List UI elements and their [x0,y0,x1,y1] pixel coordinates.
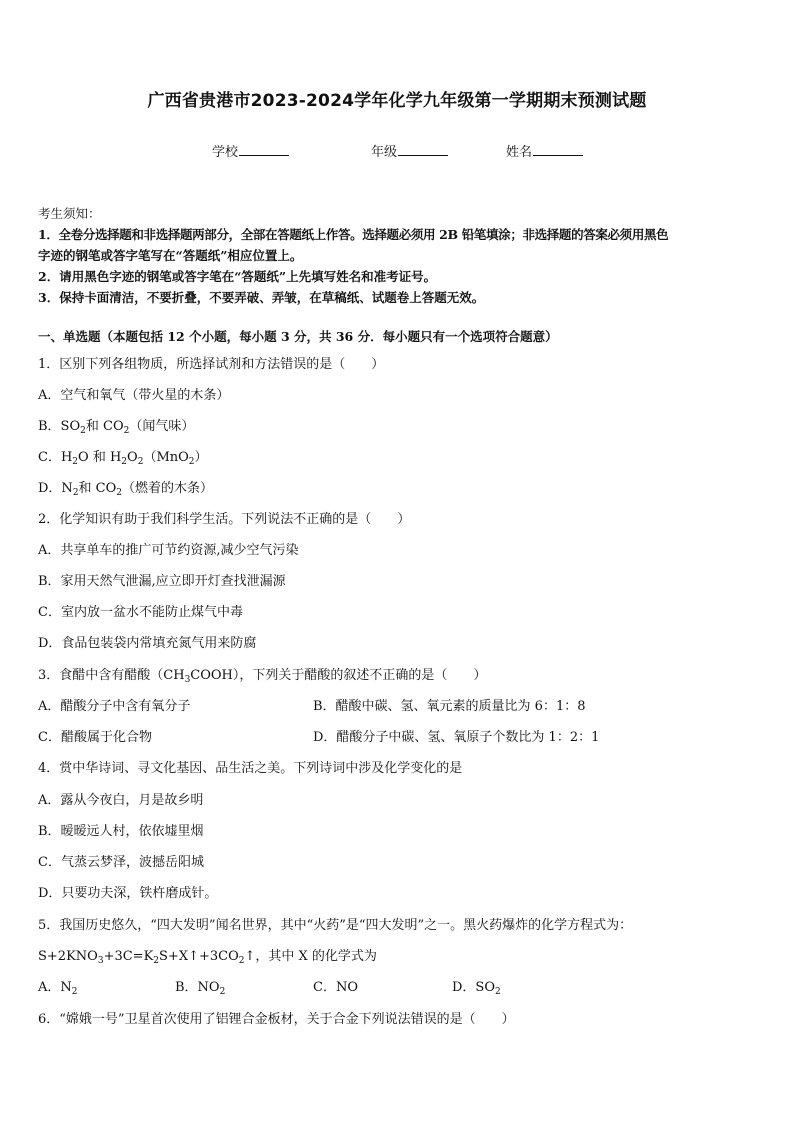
q1-stem: 1．区别下列各组物质，所选择试剂和方法错误的是（ ） [38,357,385,372]
q3-option-d: D．醋酸分子中碳、氢、氧原子个数比为 1：2：1 [313,730,600,745]
school-label: 学校 [212,145,239,160]
q3-option-c: C．醋酸属于化合物 [38,730,152,745]
q5-option-b: B．$NO_2$ [175,980,226,997]
q6-stem: 6．“嫦娥一号”卫星首次使用了铝锂合金板材，关于合金下列说法错误的是（ ） [38,1012,515,1027]
notice-item-2: 2．请用黑色字迹的钢笔或答字笔在“答题纸”上先填写姓名和准考证号。 [38,269,437,284]
grade-field [371,141,448,160]
q1-option-b: B．$SO_2$和 $CO_2$（闻气味） [38,419,195,436]
q3-stem: 3．食醋中含有醋酸$(CH_3COOH)$，下列关于醋酸的叙述不正确的是（ ） [38,668,487,685]
q2-option-a: A．共享单车的推广可节约资源,减少空气污染 [38,543,299,558]
q5-option-d: D．$SO_2$ [452,980,501,997]
school-blank[interactable] [239,142,289,156]
grade-blank[interactable] [398,142,448,156]
q4-option-c: C．气蒸云梦泽，波撼岳阳城 [38,855,204,870]
q1-option-c: C．$H_2O$ 和 $H_2O_2(MnO_2)$ [38,450,208,467]
q4-option-d: D．只要功夫深，铁杵磨成针。 [38,886,218,901]
q5-equation: $S+2KNO_3+3C=K_2S+X↑+3CO_2↑$，其中 X 的化学式为 [38,949,377,966]
q2-option-c: C．室内放一盆水不能防止煤气中毒 [38,605,243,620]
q5-option-a: A．$N_2$ [38,980,78,997]
q3-option-b: B．醋酸中碳、氢、氧元素的质量比为 6：1：8 [313,699,586,714]
notice-heading: 考生须知： [38,206,101,221]
q1-option-a: A．空气和氧气（带火星的木条） [38,388,230,403]
q5-stem: 5．我国历史悠久，“四大发明”闻名世界，其中“火药”是“四大发明”之一。黑火药爆炸的化学方程式为： [38,918,633,933]
name-label: 姓名 [506,145,533,160]
exam-notice [38,203,760,308]
q3-option-a: A．醋酸分子中含有氧分子 [38,699,191,714]
q2-option-b: B．家用天然气泄漏,应立即开灯查找泄漏源 [38,574,286,589]
notice-item-1b: 字迹的钢笔或答字笔写在“答题纸”相应位置上。 [38,248,303,263]
q1-option-d: D．$N_2$和 $CO_2$（燃着的木条） [38,481,214,498]
q2-stem: 2．化学知识有助于我们科学生活。下列说法不正确的是（ ） [38,512,411,527]
notice-item-1a: 1．全卷分选择题和非选择题两部分，全部在答题纸上作答。选择题必须用 2B 铅笔填涂；非选择题的答案必须用黑色 [38,227,669,242]
section-heading: 一、单选题（本题包括 12 个小题，每小题 3 分，共 36 分．每小题只有一个选项符合题意） [38,329,558,344]
name-blank[interactable] [533,142,583,156]
q4-stem: 4．赏中华诗词、寻文化基因、品生活之美。下列诗词中涉及化学变化的是 [38,761,463,776]
notice-item-3: 3．保持卡面清洁，不要折叠，不要弄破、弄皱，在草稿纸、试题卷上答题无效。 [38,290,485,305]
name-field [506,141,583,160]
school-field [212,141,289,160]
grade-label: 年级 [371,145,398,160]
q2-option-d: D．食品包装袋内常填充氮气用来防腐 [38,636,257,651]
q4-option-b: B．暧暧远人村，依依墟里烟 [38,824,204,839]
page-title: 广西省贵港市2023-2024学年化学九年级第一学期期末预测试题 [147,91,647,111]
q4-option-a: A．露从今夜白，月是故乡明 [38,793,204,808]
q5-option-c: C．NO [313,980,358,995]
